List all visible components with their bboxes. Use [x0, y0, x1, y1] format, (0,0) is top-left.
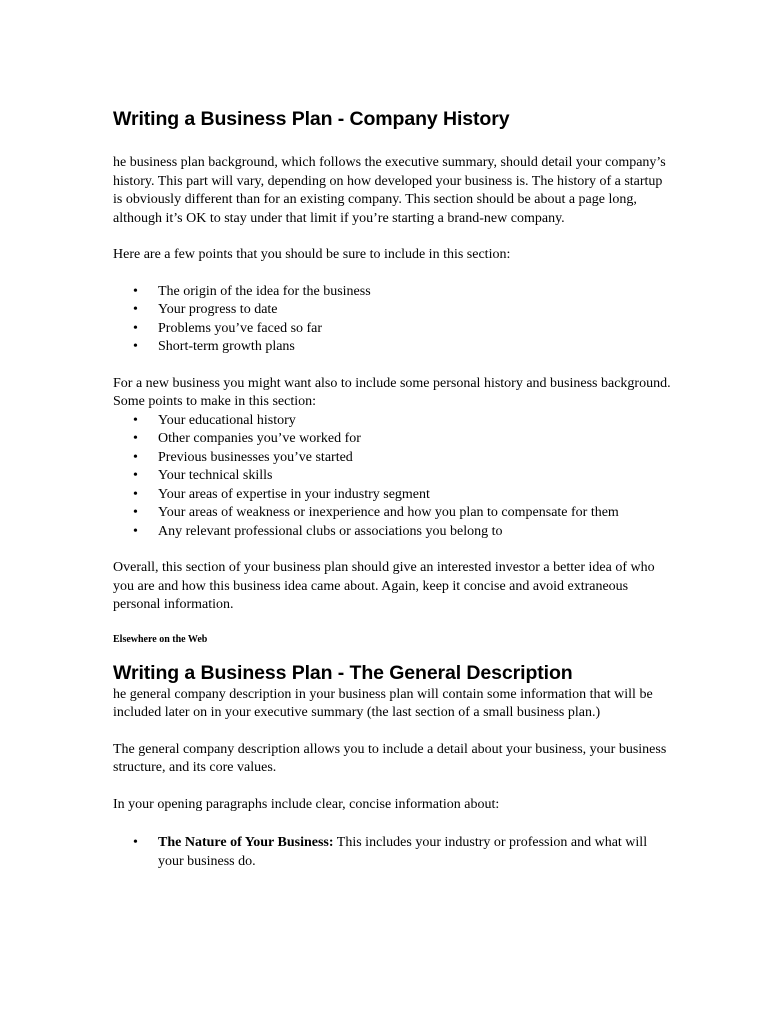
paragraph-general-intro: he general company description in your business plan will contain some information that will be included later on in your executive summary (the last section of a small business plan.)	[113, 686, 653, 720]
list-item: • Your educational history	[158, 412, 673, 431]
paragraph-history-conclusion: Overall, this section of your business plan should give an interested investor a better idea of who you are and how this business idea came about. Again, keep it concise and avoid extraneous personal information.	[113, 560, 655, 612]
list-item: • Previous businesses you’ve started	[158, 449, 673, 468]
section-title-general-description: Writing a Business Plan - The General Description	[113, 661, 573, 684]
list-item: • Other companies you’ve worked for	[158, 430, 673, 449]
list-item: • Any relevant professional clubs or associations you belong to	[158, 523, 673, 542]
list-item: • Your progress to date	[158, 301, 673, 320]
list-item: • The origin of the idea for the business	[158, 283, 673, 302]
paragraph-new-business-intro: For a new business you might want also to include some personal history and business background. Some points to make in this section:	[113, 375, 671, 409]
list-item-lead: The Nature of Your Business:	[158, 835, 334, 850]
section-title-company-history: Writing a Business Plan - Company History	[113, 108, 510, 130]
paragraph-opening-info: In your opening paragraphs include clear, concise information about:	[113, 796, 500, 812]
paragraph-history-intro: he business plan background, which follows the executive summary, should detail your company’s history. This part will vary, depending on how developed your business is. The history of a startup is obviously different than for an existing company. This section should be about a page long, although it’s OK to stay under that limit if you’re starting a brand-new company.	[113, 155, 666, 226]
paragraph-points-intro: Here are a few points that you should be sure to include in this section:	[113, 247, 511, 262]
list-item: • Your technical skills	[158, 467, 673, 486]
bullet-list-personal-background	[113, 412, 673, 542]
list-item-text: This includes your industry or profession and what will your business do.	[158, 835, 648, 869]
elsewhere-on-web-label: Elsewhere on the Web	[113, 633, 208, 645]
document-page	[113, 106, 673, 871]
bullet-list-opening-info	[113, 834, 673, 871]
list-item: • Your areas of weakness or inexperience and how you plan to compensate for them	[158, 504, 673, 523]
list-item: • Your areas of expertise in your industry segment	[158, 486, 673, 505]
paragraph-general-structure: The general company description allows you to include a detail about your business, your business structure, and its core values.	[113, 741, 667, 775]
bullet-list-key-points	[113, 283, 673, 357]
list-item: • Problems you’ve faced so far	[158, 320, 673, 339]
list-item	[158, 834, 673, 871]
list-item: • Short-term growth plans	[158, 338, 673, 357]
